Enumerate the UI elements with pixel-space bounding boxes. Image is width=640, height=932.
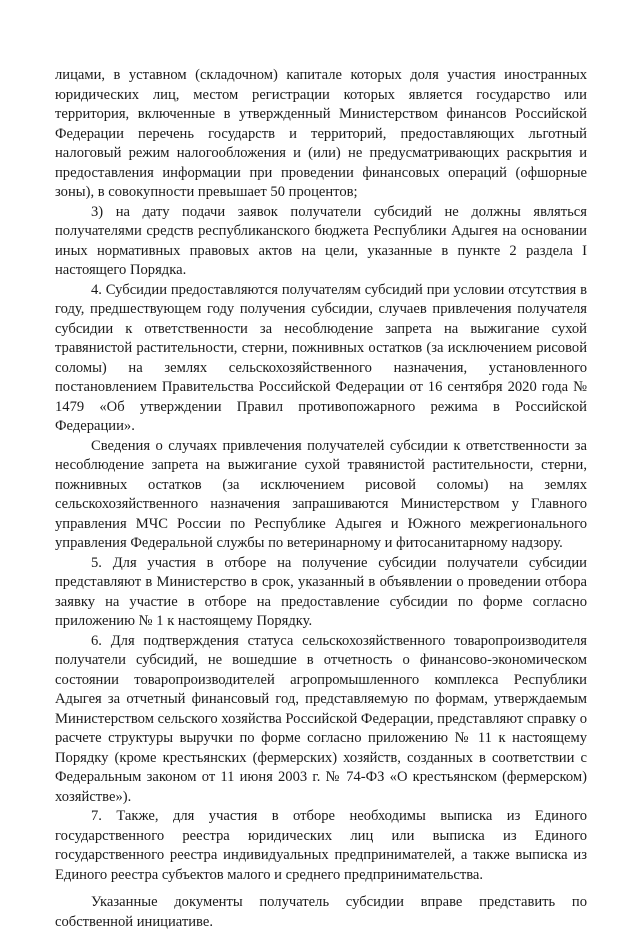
paragraph-item-3: 3) на дату подачи заявок получатели субсидий не должны являться получателями средств республиканского бюджета Республики Адыгея на основании иных нормативных правовых актов на цели, указанные в пункте 2 раздела I настоящего Порядка. xyxy=(55,203,587,278)
paragraph-item-7-note: Указанные документы получатель субсидии вправе представить по собственной инициативе. xyxy=(55,894,587,930)
paragraph-item-4-info: Сведения о случаях привлечения получателей субсидии к ответственности за несоблюдение запрета на выжигание сухой травянистой растительности, стерни, пожнивных остатков (за исключением рисовой соломы) на землях сельскохозяйственного назначения запрашиваются Министерством у Главного управления МЧС России по Республике Адыгея и Южного межрегионального управления Федеральной службы по ветеринарному и фитосанитарному надзору. xyxy=(55,437,587,551)
paragraph-item-4: 4. Субсидии предоставляются получателям субсидий при условии отсутствия в году, предшествующем году получения субсидии, случаев привлечения получателя субсидии к ответственности за несоблюдение запрета на выжигание сухой травянистой растительности, стерни, пожнивных остатков (за исключением рисовой соломы) на землях сельскохозяйственного назначения, установленного постановлением Правительства Российской Федерации от 16 сентября 2020 года № 1479 «Об утверждении Правил противопожарного режима в Российской Федерации». xyxy=(55,281,587,434)
paragraph-continuation: лицами, в уставном (складочном) капитале которых доля участия иностранных юридических лиц, местом регистрации которых является государство или территория, включенные в утвержденный Министерством финансов Российской Федерации перечень государств и территорий, предоставляющих льготный налоговый режим налогообложения и (или) не предусматривающих раскрытия и предоставления информации при проведении финансовых операций (офшорные зоны), в совокупности превышает 50 процентов; xyxy=(55,67,587,200)
paragraph-item-6: 6. Для подтверждения статуса сельскохозяйственного товаропроизводителя получатели субсидий, не вошедшие в отчетность о финансово-экономическом состоянии товаропроизводителей агропромышленного комплекса Республики Адыгея за отчетный финансовый год, представляемую по формам, утверждаемым Министерством сельского хозяйства Российской Федерации, представляют справку о расчете структуры выручки по форме согласно приложению № 11 к настоящему Порядку (кроме крестьянских (фермерских) хозяйств, созданных в соответствии с Федеральным законом от 11 июня 2003 г. № 74-ФЗ «О крестьянском (фермерском) хозяйстве»). xyxy=(55,632,587,805)
paragraph-item-7: 7. Также, для участия в отборе необходимы выписка из Единого государственного реестра юридических лиц или выписка из Единого государственного реестра индивидуальных предпринимателей, а также выписка из Единого реестра субъектов малого и среднего предпринимательства. xyxy=(55,808,587,883)
document-page xyxy=(55,66,587,932)
paragraph-item-5: 5. Для участия в отборе на получение субсидии получатели субсидии представляют в Министерство в срок, указанный в объявлении о проведении отбора заявку на участие в отборе на предоставление субсидии по форме согласно приложению № 1 к настоящему Порядку. xyxy=(55,554,587,629)
